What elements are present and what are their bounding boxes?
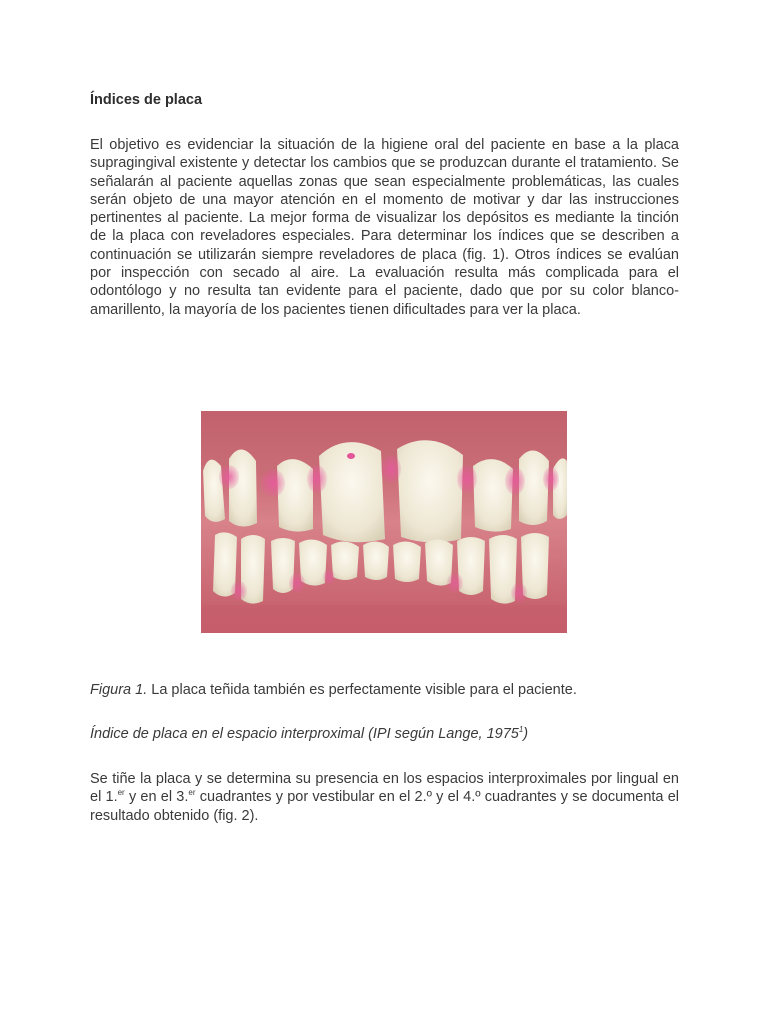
- figure-1-teeth-photo: [201, 411, 567, 633]
- subsection-title-end: ): [523, 726, 529, 742]
- ordinal-superscript-2: er: [188, 788, 196, 798]
- subsection-title: [90, 726, 679, 742]
- intro-paragraph: El objetivo es evidenciar la situación de la higiene oral del paciente en base a la placa supragingival existente y detectar los cambios que se produzcan durante el tratamiento. Se señalarán al paciente aquellas zonas que sean especialmente problemáticas, las cuales serán objeto de una mayor atención en el momento de motivar y dar las instrucciones pertinentes al paciente. La mejor forma de visualizar los depósitos es mediante la tinción de la placa con reveladores especiales. Para determinar los índices que se describen a continuación se utilizarán siempre reveladores de placa (fig. 1). Otros índices se evalúan por inspección con secado al aire. La evaluación resulta más complicada para el odontólogo y no resulta tan evidente para el paciente, dado que por su color blanco-amarillento, la mayoría de los pacientes tienen dificultades para ver la placa.: [90, 137, 679, 318]
- figure-caption: [90, 682, 679, 698]
- reference-superscript: 1: [518, 725, 524, 735]
- subsection-title-text: Índice de placa en el espacio interproximal (IPI según Lange, 1975: [90, 726, 519, 742]
- document-page: [90, 92, 679, 319]
- paragraph-part-2: y en el 3.: [124, 789, 189, 806]
- teeth-image: [201, 411, 567, 633]
- subsection-paragraph: [90, 770, 679, 825]
- ordinal-superscript-1: er: [117, 788, 125, 798]
- figure-caption-text: La placa teñida también es perfectamente visible para el paciente.: [147, 682, 577, 698]
- paragraph-part-3: cuadrantes y por vestibular en el 2.º y el 4.º cuadrantes y se documenta el resultado obtenido (fig. 2).: [90, 789, 679, 824]
- section-title: Índices de placa: [90, 92, 203, 108]
- figure-label: Figura 1.: [90, 682, 148, 698]
- paragraph-part-1: Se tiñe la placa y se determina su presencia en los espacios interproximales por lingual en el 1.: [90, 771, 679, 806]
